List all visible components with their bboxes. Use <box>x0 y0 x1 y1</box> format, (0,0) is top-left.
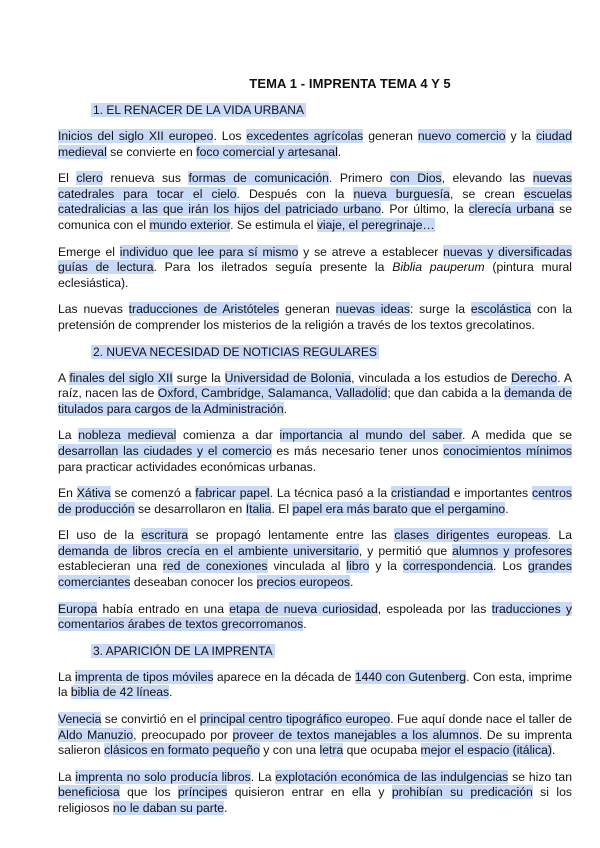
text-run: . La <box>250 769 276 784</box>
highlighted-text: clases dirigentes europeas <box>394 528 548 543</box>
section-urban-renewal <box>58 103 572 334</box>
highlighted-text: mundo exterior <box>149 217 231 232</box>
highlighted-text: demanda de libros crecía en el ambiente universitario <box>58 543 359 558</box>
paragraph <box>58 371 572 418</box>
text-run: . Con esta, imprime la <box>58 669 572 700</box>
text-run: . <box>337 144 342 159</box>
text-run: surge la <box>172 370 225 385</box>
highlighted-text: 1440 con Gutenberg <box>354 669 467 684</box>
highlighted-text: fabricar papel <box>195 486 270 501</box>
text-run: se comunica con el <box>58 202 572 232</box>
text-run: generan <box>279 302 336 317</box>
highlighted-text: beneficiosa <box>58 785 120 800</box>
highlighted-text: individuo que lee para sí mismo <box>119 244 299 259</box>
text-run: se desarrollaron en <box>134 501 246 516</box>
highlighted-text: nuevo comercio <box>417 129 506 143</box>
highlighted-text: Universidad de Bolonia <box>224 370 352 385</box>
text-run: . Se estimula el <box>230 217 317 232</box>
highlighted-text: mejor el espacio (itálica) <box>420 743 552 758</box>
highlighted-text: escolástica <box>470 302 532 317</box>
highlighted-text: Inicios del siglo XII europeo <box>58 129 214 143</box>
highlighted-text: clero <box>76 171 103 186</box>
text-run: se comenzó a <box>110 486 196 501</box>
highlighted-text: desarrollan las ciudades y el comercio <box>58 443 272 458</box>
section-heading <box>91 644 572 658</box>
text-run: En <box>58 486 77 501</box>
highlighted-text: Xátiva <box>76 486 111 501</box>
text-run: . El <box>271 501 293 516</box>
highlighted-text: con Dios <box>390 171 442 186</box>
highlighted-text: viaje, el peregrinaje… <box>316 217 435 232</box>
paragraph <box>58 528 572 590</box>
highlighted-text: red de conexiones <box>162 559 268 574</box>
highlighted-text: alumnos y profesores <box>452 543 572 558</box>
highlighted-text: etapa de nueva curiosidad <box>229 601 378 616</box>
highlighted-text: proveer de textos manejables a los alumnos <box>232 727 479 742</box>
text-run: vinculada al <box>267 559 347 574</box>
text-run: . Fue aquí donde nace el taller de <box>390 712 572 727</box>
text-run: , se crean <box>449 186 524 201</box>
text-run: La <box>58 669 76 684</box>
text-run: se hizo tan <box>508 769 572 784</box>
highlighted-text: grandes comerciantes <box>58 559 572 590</box>
text-run: y con una <box>259 743 320 758</box>
highlighted-text: letra <box>319 743 344 758</box>
text-run: quisieron entrar en ella y <box>227 785 392 800</box>
highlighted-text: Aldo Manuzio <box>58 727 134 742</box>
text-run: ; que dan cabida a la <box>387 386 505 401</box>
text-run: y la <box>369 559 403 574</box>
document-title: TEMA 1 - IMPRENTA TEMA 4 Y 5 <box>249 76 451 91</box>
text-run: se propagó lentamente entre las <box>188 528 395 543</box>
highlighted-text: clásicos en formato pequeño <box>104 743 260 758</box>
text-run: renueva sus <box>102 171 189 186</box>
text-run: se convierte en <box>106 144 197 159</box>
highlighted-text: Derecho <box>511 370 558 385</box>
paragraph <box>58 302 572 333</box>
text-run: establecieran una <box>58 559 163 574</box>
highlighted-text: nueva burguesía <box>353 186 450 201</box>
text-run: . La <box>547 528 572 543</box>
text-run: . La técnica pasó a la <box>269 486 392 501</box>
text-run: La <box>58 428 79 443</box>
text-run: . De su imprenta salieron <box>58 727 573 758</box>
italic-text: Biblia pauperum <box>392 260 485 275</box>
section-heading <box>91 345 572 359</box>
paragraph <box>58 670 572 701</box>
text-run: . Para los iletrados seguía presente la <box>153 260 393 275</box>
highlighted-text: nuevas y diversificadas guías de lectura <box>58 244 572 275</box>
highlighted-text: centros de producción <box>58 486 572 516</box>
text-run: . <box>283 401 287 416</box>
highlighted-text: prohibían su predicación <box>391 785 533 800</box>
highlighted-text: traducciones y comentarios árabes de textos grecorromanos <box>58 601 572 632</box>
text-run: . <box>303 617 307 632</box>
section-news-needs <box>58 345 572 633</box>
highlighted-text: correspondencia <box>402 559 493 574</box>
highlighted-text: imprenta no solo producía libros <box>75 769 251 784</box>
heading-text: 3. APARICIÓN DE LA IMPRENTA <box>93 643 273 658</box>
text-run: , vinculada a los estudios de <box>351 370 512 385</box>
text-run: , preocupado por <box>133 727 233 742</box>
text-run: . Después con la <box>236 186 354 201</box>
highlighted-text: clerecía urbana <box>468 202 555 217</box>
highlighted-text: príncipes <box>177 785 228 800</box>
highlighted-text: Italia <box>245 501 272 516</box>
paragraph <box>58 486 572 517</box>
highlighted-text: demanda de titulados para cargos de la Administración <box>58 386 572 416</box>
text-run: si los religiosos <box>58 785 572 815</box>
text-run: , elevando las <box>441 171 533 186</box>
text-run: El <box>58 171 77 186</box>
highlighted-text: traducciones de Aristóteles <box>128 302 280 317</box>
text-run: La <box>58 769 76 784</box>
highlighted-text: escritura <box>141 528 189 543</box>
text-run: que ocupaba <box>343 743 421 758</box>
text-run: . <box>169 685 173 700</box>
text-run: Emerge el <box>58 244 120 259</box>
text-run: . <box>505 501 509 516</box>
text-run: , espoleada por las <box>377 601 492 616</box>
highlighted-text: excedentes agrícolas <box>246 129 364 143</box>
highlighted-text: biblia de 42 líneas <box>70 685 170 700</box>
heading-text: 1. EL RENACER DE LA VIDA URBANA <box>93 103 304 117</box>
paragraph <box>58 770 572 817</box>
text-run: El uso de la <box>58 528 142 543</box>
highlighted-text: libro <box>346 559 370 574</box>
highlighted-text: Europa <box>58 601 98 616</box>
text-run: . Los <box>213 129 247 143</box>
text-run: , y permitió que <box>358 543 453 558</box>
highlighted-text: formas de comunicación <box>188 171 329 186</box>
text-run: había entrado en una <box>97 601 230 616</box>
paragraph <box>58 129 572 160</box>
section-heading <box>91 103 572 117</box>
text-run: A <box>58 370 70 385</box>
highlighted-text: Oxford, Cambridge, Salamanca, Valladolid <box>157 386 388 401</box>
highlighted-text: ciudad medieval <box>58 129 572 159</box>
paragraph <box>58 171 572 233</box>
text-run: . A medida que se <box>462 428 572 443</box>
highlighted-text: nuevas catedrales para tocar el cielo <box>58 171 572 201</box>
text-run: : surge la <box>409 302 471 317</box>
highlighted-text: imprenta de tipos móviles <box>75 669 214 684</box>
highlighted-text: precios europeos <box>256 575 351 590</box>
text-run: para practicar actividades económicas urbanas. <box>58 459 317 474</box>
text-run: . Los <box>492 559 528 574</box>
highlighted-text: foco comercial y artesanal <box>196 144 338 159</box>
text-run: . <box>224 801 228 815</box>
highlighted-text: papel era más barato que el pergamino <box>292 501 506 516</box>
text-run: deseaban conocer los <box>130 575 257 590</box>
paragraph <box>58 428 572 475</box>
highlighted-text: finales del siglo XII <box>69 370 173 385</box>
highlighted-text: nuevas ideas <box>335 302 410 317</box>
highlighted-text: explotación económica de las indulgencias <box>275 769 509 784</box>
highlighted-text: conocimientos mínimos <box>443 443 573 458</box>
text-run: y se atreve a establecer <box>298 244 444 259</box>
text-run: . <box>551 743 556 758</box>
highlighted-text: principal centro tipográfico europeo <box>199 712 391 727</box>
text-run: aparece en la década de <box>213 669 355 684</box>
highlighted-text: cristiandad <box>391 486 450 501</box>
text-run: e importantes <box>449 486 533 501</box>
highlighted-text: escuelas catedralicias a las que irán los hijos del patriciado urbano <box>58 186 572 217</box>
text-run: . <box>350 575 354 590</box>
section-printing-press <box>58 644 572 817</box>
text-run: . Por último, la <box>381 202 469 217</box>
text-run: comienza a dar <box>176 428 280 443</box>
text-run: se convirtió en el <box>101 712 200 727</box>
text-run: es más necesario tener unos <box>271 443 444 458</box>
text-run: . Primero <box>328 171 391 186</box>
text-run: y la <box>505 129 537 143</box>
highlighted-text: importancia al mundo del saber <box>279 428 462 443</box>
text-run: (pintura mural eclesiástica). <box>58 260 572 290</box>
heading-text: 2. NUEVA NECESIDAD DE NOTICIAS REGULARES <box>93 344 377 359</box>
text-run: con la pretensión de comprender los misterios de la religión a través de los textos grecolatinos. <box>58 302 572 332</box>
text-run: generan <box>363 129 418 143</box>
text-run: que los <box>119 785 178 800</box>
highlighted-text: Venecia <box>58 712 102 727</box>
paragraph <box>58 602 572 633</box>
highlighted-text: no le daban su parte <box>112 801 225 815</box>
paragraph <box>58 245 572 292</box>
text-run: Las nuevas <box>58 302 129 317</box>
text-run: . A raíz, nacen las de <box>58 370 572 401</box>
highlighted-text: nobleza medieval <box>78 428 177 443</box>
paragraph <box>58 712 572 759</box>
